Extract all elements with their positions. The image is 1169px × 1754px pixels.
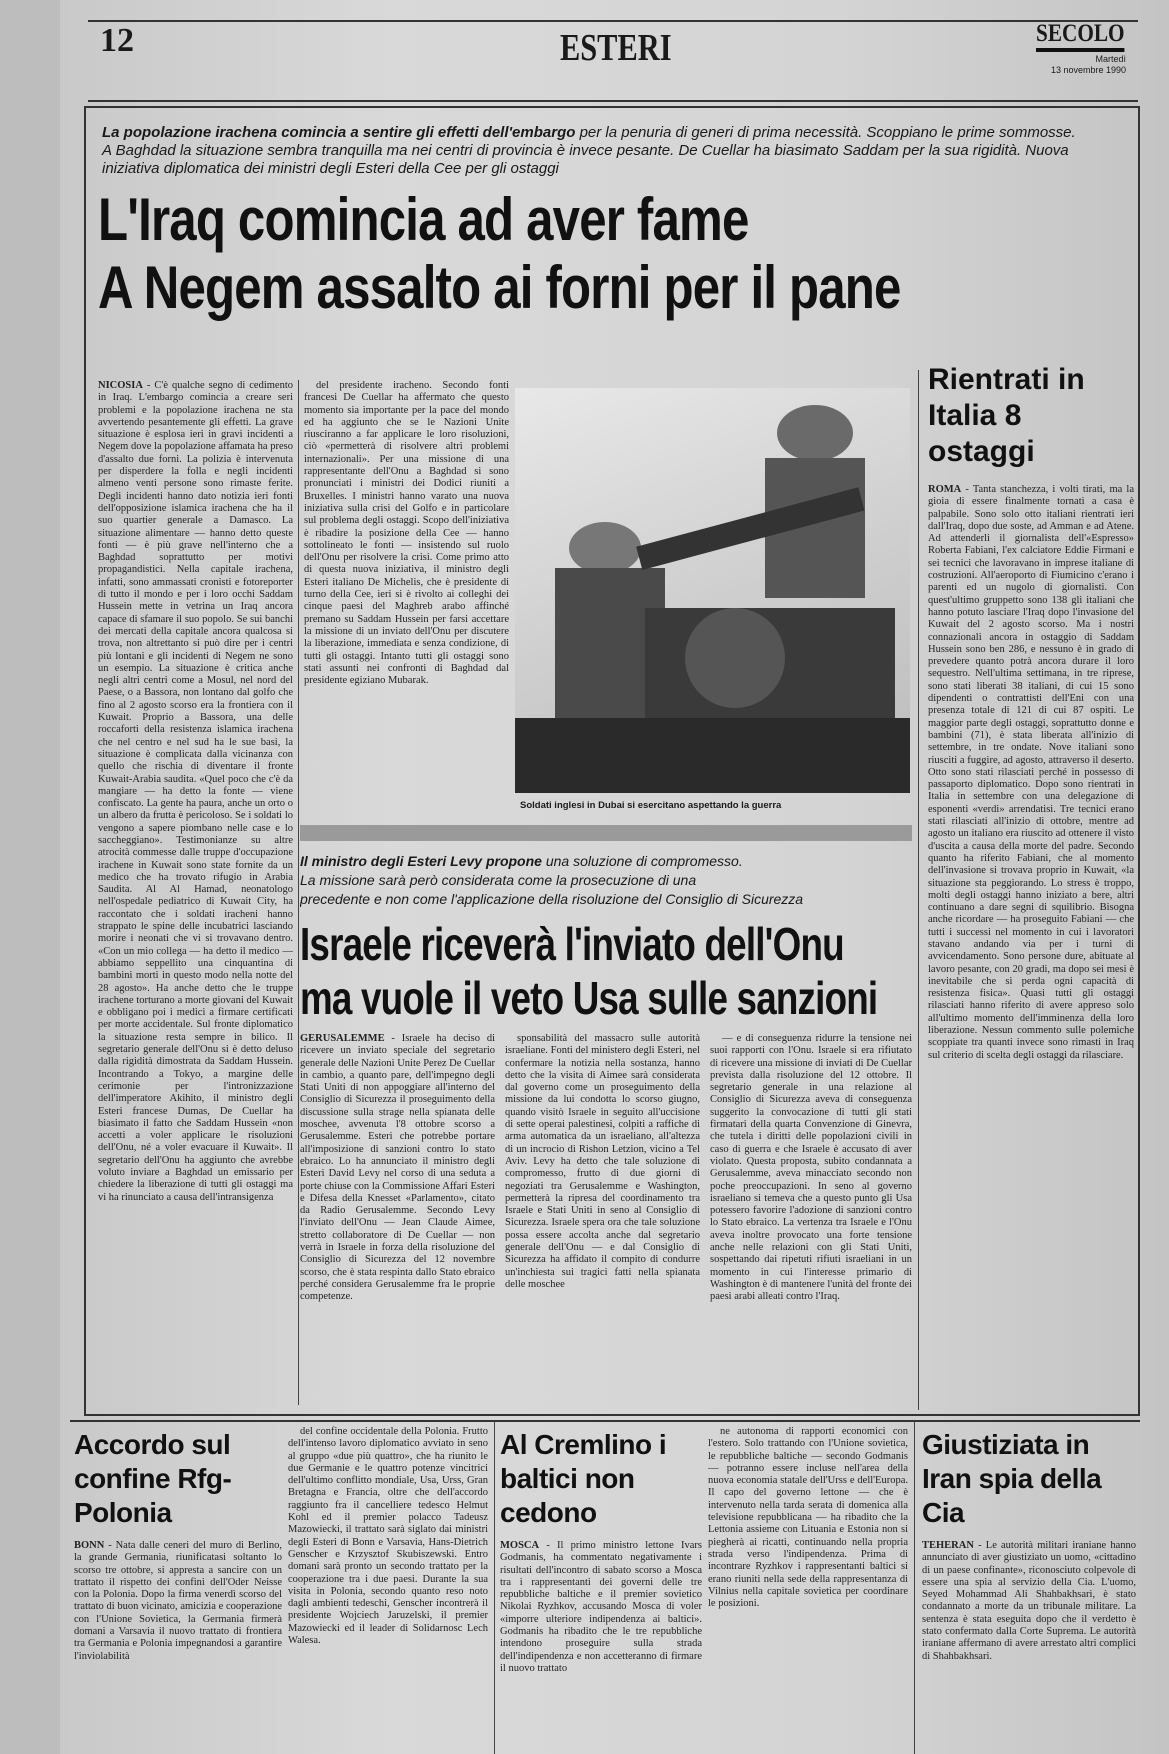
date-text: 13 novembre 1990 [1050, 65, 1126, 75]
subhead-line-2: La missione sarà però considerata come la prosecuzione di una [300, 872, 697, 888]
column-text: — e di conseguenza ridurre la tensione nei suoi rapporti con l'Onu. Israele si era rifiutato di ricevere una missione di inviati di De Cuellar prevista dalla risoluzione del 12 ottobre. Il segretario generale in una relazione al Consiglio di Sicurezza aveva di conseguenza suggerito la convocazione di tutti gli stati firmatari della quarta Convenzione di Ginevra, che tutela i diritti delle popolazioni civili in caso di guerra e che Israele è accusato di aver violato. Questa proposta, subito condannata a Gerusalemme, aveva minacciato secondo non poche preoccupazioni. In seno al governo israeliano si temeva che a questo punto gli Usa potessero favorire l'adozione di sanzioni contro lo Stato ebraico. La vertenza tra Israele e l'Onu aveva inoltre provocato una forte tensione anche nelle relazioni con gli Stati Uniti, sospettando dai ripetuti rifiuti israeliani in un momento in cui l'interesse primario di Washington è di mantenere l'unità del fronte dei paesi arabi alleati contro l'Iraq. [710, 1033, 912, 1303]
iran-text [922, 1540, 1136, 1754]
kremlin-column-2 [708, 1426, 908, 1754]
weekday: Martedì [1095, 54, 1126, 64]
dateline: TEHERAN [922, 1540, 974, 1551]
lead-column-1 [98, 380, 293, 1405]
column-text: del presidente iracheno. Secondo fonti francesi De Cuellar ha affermato che questo momento sia importante per la pace del mondo ed ha aggiunto che se le Nazioni Unite riusciranno a far applicare le loro risoluzioni, ciò «permetterà di risolvere altri problemi internazionali». Per una missione di una rappresentante dell'Onu a Baghdad si sono pronunciati i ministri dei Dodici riuniti a Bruxelles. I ministri hanno varato una nuova iniziativa sulla crisi del Golfo e in particolare sul problema degli ostaggi. Scopo dell'iniziativa è ribadire la posizione della Cee — hanno sottolineato le fonti — insistendo sul ruolo dell'Onu per risolvere la crisi. Come primo atto di questa nuova iniziativa, il ministro degli Esteri italiano De Michelis, che è presidente di turno della Cee, ieri si è rivolto ai colleghi dei cinque paesi del Maghreb arabo affinché premano su Saddam Hussein per farsi accettare la missione di un inviato dell'Onu per discutere la liberazione, immediata e senza condizione, di tutti gli ostaggi. Intanto tutti gli ostaggi sono stati assunti nei confronti di Baghdad dal presidente egiziano Mubarak. [304, 380, 509, 687]
kremlin-headline: Al Cremlino i baltici non cedono [500, 1429, 667, 1528]
soldiers-photo-illustration [515, 388, 910, 793]
headline-line-1: L'Iraq comincia ad aver fame [98, 186, 749, 253]
israel-column-1 [300, 1033, 495, 1408]
news-photo [515, 388, 910, 793]
column-divider [918, 370, 919, 1410]
column-text: - Nata dalle ceneri del muro di Berlino, la grande Germania, riunificatasi soltanto lo scorso tre ottobre, si appresta a sancire con un trattato il rispetto dei confini dell'Oder Neisse con la Polonia. Dopo la firma venerdì scorso del trattato di buon vicinato, amicizia e cooperazione con l'Unione Sovietica, la Germania firmerà domani a Varsavia il nuovo trattato di frontiera tra Germania e Polonia impegnandosi a garantire l'inviolabilità [74, 1540, 282, 1662]
subhead-bold: Il ministro degli Esteri Levy propone [300, 853, 542, 869]
column-divider [298, 380, 299, 1405]
dateline: BONN [74, 1540, 105, 1551]
top-rule [88, 20, 1138, 22]
israel-subhead [300, 852, 912, 909]
intro-bold: La popolazione irachena comincia a sentire gli effetti dell'embargo [102, 124, 576, 141]
dateline: GERUSALEMME [300, 1033, 385, 1044]
page-number: 12 [100, 22, 134, 59]
hostages-headline: Rientrati in Italia 8 ostaggi [928, 363, 1085, 468]
date [1040, 54, 1126, 76]
subhead-line-3: precedente e non come l'applicazione della risoluzione del Consiglio di Sicurezza [300, 891, 804, 907]
israel-column-3 [710, 1033, 912, 1408]
column-divider [494, 1422, 495, 1754]
separator-band [300, 825, 912, 841]
bottom-rule [70, 1420, 1140, 1422]
dateline: NICOSIA [98, 380, 143, 391]
column-text: - Il primo ministro lettone Ivars Godmanis, ha commentato negativamente i risultati dell'incontro di sabato scorso a Mosca tra i rappresentanti dei governi delle tre repubbliche baltiche e il premier sovietico Nikolai Ryzhkov, accusando Mosca di voler «imporre ulteriore indipendenza ai baltici». Godmanis ha ribadito che le tre repubbliche intendono proseguire sulla strada dell'indipendenza e non accetteranno di firmare il nuovo trattato [500, 1540, 702, 1674]
column-text: del confine occidentale della Polonia. Frutto dell'intenso lavoro diplomatico avviato in seno al gruppo «due più quattro», che ha riunito le due Germanie e le quattro potenze vincitrici dell'ultimo conflitto mondiale, Usa, Urss, Gran Bretagna e Francia, oltre che dell'accordo raggiunto fra il cancelliere tedesco Helmut Kohl ed il premier polacco Tadeusz Mazowiecki, il trattato sarà siglato dai ministri degli Esteri di Bonn e Varsavia, Hans-Dietrich Genscher e Krzysztof Skubiszewski. Entro domani sarà pronto un secondo trattato per la cooperazione tra i due paesi. Durante la sua visita in Polonia, secondo quanto reso noto dagli ambienti tedeschi, Genscher incontrerà il presidente Wojciech Jaruzelski, il premier Mazowiecki ed il leader di Solidarnosc Lech Walesa. [288, 1426, 488, 1647]
subhead-line-1: una soluzione di compromesso. [541, 853, 743, 869]
headline-line-1: Israele riceverà l'inviato dell'Onu [300, 918, 844, 970]
column-text: - Le autorità militari iraniane hanno annunciato di aver giustiziato un uomo, «cittadino di un paese confinante», riconosciuto colpevole di essere una spia al servizio della Cia. L'uomo, Seyed Mohammad Ali Shahbakhsari, è stato condannato a morte da un tribunale militare. La sentenza è stata eseguita dopo che il verdetto è stato confermato dalla Corte Suprema. Le autorità iraniane affermano di avere arrestato altri complici di Shahbakhsari. [922, 1540, 1136, 1662]
lead-top [98, 124, 1128, 374]
israel-columns [300, 1033, 912, 1408]
intro-rest: per la penuria di generi di prima necessità. Scoppiano le prime sommosse. A Baghdad la situazione sembra tranquilla ma nei centri di provincia è invece pesante. De Cuellar ha biasimato Saddam per la sua rigidità. Nuova iniziativa diplomatica dei ministri degli Esteri della Cee per gli ostaggi [102, 124, 1076, 177]
israel-headline [300, 917, 878, 1025]
poland-column-1 [74, 1540, 282, 1754]
headline-line-2: ma vuole il veto Usa sulle sanzioni [300, 972, 878, 1024]
hostages-article [928, 362, 1134, 1408]
headline-line-2: A Negem assalto ai forni per il pane [98, 254, 901, 321]
israel-column-2 [505, 1033, 700, 1408]
poland-article [74, 1428, 282, 1754]
lead-column-2 [304, 380, 509, 816]
paper-logo: SECOLO [1036, 20, 1125, 52]
kremlin-column-1 [500, 1540, 702, 1754]
iran-article [922, 1428, 1136, 1754]
lead-intro [98, 124, 1078, 178]
column-text: ne autonoma di rapporti economici con l'estero. Solo trattando con l'Unione sovietica, le repubbliche baltiche — secondo Godmanis — potranno essere incluse nell'area della nuova economia statale dell'Urss e dell'Europa. Il capo del governo lettone — che è intervenuto nella tarda serata di domenica alla televisione repubblicana — ha ribadito che la Lettonia assieme con Lituania e Estonia non si piegherà ai ricatti, continuando nella propria strada verso l'indipendenza. Prima di incontrare Ryzhkov i rappresentanti baltici si erano riuniti nella sede della rappresentanza di Vilnius nella capitale sovietica per coordinare le posizioni. [708, 1426, 908, 1610]
photo-caption: Soldati inglesi in Dubai si esercitano aspettando la guerra [520, 800, 782, 811]
column-text: - Israele ha deciso di ricevere un inviato speciale del segretario generale delle Nazioni Unite Perez De Cuellar in cambio, a quanto pare, dell'impegno degli Stati Uniti di non appoggiare all'interno del Consiglio di Sicurezza il proseguimento della discussione sulla strage nella spianata delle moschee, avvenuta l'8 ottobre scorso a Gerusalemme. Esteri che potrebbe portare all'imposizione di sanzioni contro lo stato ebraico. Lo ha annunciato il ministro degli Esteri David Levy nel corso di una seduta a porte chiuse con la Commissione Affari Esteri e Difesa della Knesset «Parlamento», citato da Radio Gerusalemme. Secondo Levy l'inviato dell'Onu — Jean Claude Aimee, stretto collaboratore di De Cuellar — non verrà in Israele in forza della risoluzione del Consiglio di Sicurezza del 12 novembre scorso, che è stata respinta dallo Stato ebraico perché considera Gerusalemme fra le proprie competenze. [300, 1033, 495, 1303]
iran-headline: Giustiziata in Iran spia della Cia [922, 1429, 1102, 1528]
kremlin-article [500, 1428, 702, 1754]
section-title: ESTERI [560, 27, 672, 69]
column-divider [914, 1422, 915, 1754]
header-rule [88, 100, 1138, 102]
lead-headline [98, 186, 943, 322]
poland-column-2 [288, 1426, 488, 1754]
column-text: - C'è qualche segno di cedimento in Iraq. L'embargo comincia a creare seri problemi e la popolazione irachena ne sta avvertendo pesantemente gli effetti. La grave situazione è esplosa ieri in gravi incidenti a Negem dove la popolazione affamata ha preso d'assalto due forni. La polizia è intervenuta per disperdere la folla e negli incidenti almeno venti persone sono rimaste ferite. Degli incidenti hanno dato notizia ieri fonti dell'opposizione islamica irachena che ha il suo quartier generale a Damasco. La situazione alimentare — hanno detto queste fonti — è più grave nell'interno che a Baghdad soprattutto per motivi propagandistici. Nella capitale irachena, infatti, sono ammassati cronisti e fotoreporter di tutto il mondo e per i loro occhi Saddam Hussein mette in vetrina un Iraq ancora capace di sfamare il suo popolo. Se sui banchi dei mercati della capitale ancora qualcosa si trova, non altrettanto si può dire per i centri più lontani e gli incidenti di Negem ne sono un esempio. La situazione è critica anche negli altri centri come a Mosul, nel nord del Paese, o a Bassora, non lontano dal golfo che fino al 2 agosto scorso era la frontiera con il Kuwait. Proprio a Bassora, una delle roccaforti della resistenza islamica irachena che nel centro e nel sud ha le sue basi, la situazione è complicata dalla vicinanza con quello che rischia di diventare il fronte Kuwait-Arabia saudita. «Quel poco che c'è da mangiare — ha detto la fonte — viene confiscato. La gente ha paura, anche un orto o un albero da frutta è pericoloso. Se i soldati lo vengono a sapere piombano nelle case e lo saccheggiano». Testimonianze su altre atrocità commesse dalle truppe d'occupazione irachene in Kuwait sono state fornite da un medico che ha trovato rifugio in Arabia Saudita. Al Al Hamad, neonatologo nell'ospedale pediatrico di Kuwait City, ha raccontato che i soldati iracheni hanno strappato le spine delle incubatrici lasciando morire i neonati che vi si trovavano dentro. «Con un mio collega — ha detto il medico — abbiamo seppellito una cinquantina di bambini morti in questo modo nella notte del 28 agosto». Ha anche detto che le truppe irachene torturano a morte giovani del Kuwait e obbligano poi i medici a firmare certificati per morte accidentale. Sul fronte diplomatico la situazione resta sempre in bilico. Il segretario generale dell'Onu si è detto deluso dalla rigidità dimostrata da Saddam Hussein. Incontrando a Tokyo, a margine delle cerimonie per l'intronizzazione dell'imperatore Akihito, il ministro degli Esteri francese Dumas, De Cuellar ha biasimato il fatto che Saddam Hussein «non accetti a voler applicare le risoluzioni dell'Onu, né a voler evacuare il Kuwait». Il segretario dell'Onu ha aggiunto che avrebbe voluto inviare a Baghdad un emissario per chiedere la liberazione di tutti gli ostaggi ma vi ha rinunciato a causa dell'intransigenza [98, 380, 293, 1203]
column-text: - Tanta stanchezza, i volti tirati, ma la gioia di essere finalmente tornati a casa è palpabile. Sono solo otto italiani rientrati ieri dall'Iraq, dopo due soste, ad Amman e ad Atene. Ad attenderli il giornalista dell'«Espresso» Roberta Fabiani, l'ex calciatore Eddie Firmani e sei tecnici che lavoravano in imprese italiane di costruzioni. All'aeroporto di Fiumicino c'erano i parenti ed un nugolo di giornalisti. Con quest'ultimo gruppetto sono 138 gli italiani che hanno potuto lasciare l'Iraq dopo l'invasione del Kuwait del 2 agosto scorso. Ma i nostri connazionali ancora in ostaggio di Saddam Hussein sono ben 286, e nessuno è in grado di prevedere quanto potrà ancora durare il loro sequestro. Nell'ultima settimana, in tre riprese, sono stati liberati 38 italiani, di cui 15 sono dipendenti o contrattisti dell'Eni con una presenza totale di 121 di cui 87 ospiti. Le maggior parte degli ostaggi, soprattutto donne e bambini (71), è stata liberata all'inizio di settembre, in tre ondate. Nove italiani sono riusciti a fuggire, ad agosto, attraverso il deserto. Otto sono stati rilasciati perché in possesso di passaporto diplomatico. Dopo sono rientrati in Italia in settembre con una delegazione di esponenti «verdi» arrendatisi. Tre tecnici erano stati rilasciati all'inizio di ottobre, mentre ad agosto un italiano era riuscito ad ottenere il visto d'uscita a causa della morte del padre. Secondo quanto ha riferito Fabiani, che al momento dell'invasione si trovava proprio in Kuwait, «la situazione sta peggiorando. Lo stress è troppo, molti degli ostaggi hanno iniziato a bere, altri continuano a dare segni di squilibrio. Bisogna anche ricordare — ha proseguito Fabiani — che tutti i successi nel momento in cui i lavoratori stavano andando via per i turni di avvicendamento. Sono persone dure, abituate al lavoro pesante, con 20 gradi, ma dopo sei mesi è inevitabile che si perda ogni capacità di resistenza fisica». Quasi tutti gli ostaggi rilasciati hanno riferito di avere appreso solo all'ultimo momento dell'imminenza della loro liberazione. Nessun commento sulle polemiche scoppiate tra quanti invece sono rimasti in Iraq sul criterio di scelta degli ostaggi da rilasciare. [928, 484, 1134, 1061]
dateline: ROMA [928, 484, 962, 495]
hostages-text [928, 484, 1134, 1408]
dateline: MOSCA [500, 1540, 540, 1551]
column-text: sponsabilità del massacro sulle autorità israeliane. Fonti del ministero degli Esteri, nel confermare la notizia nella sostanza, hanno detto che la visita di Aimee sarà considerata dal governo come un proseguimento della missione da lui condotta lo scorso giugno, quando visitò Israele in seguito all'uccisione di sette operai palestinesi, colpiti a raffiche di arma automatica da un israeliano, all'altezza di un incrocio di Rishon Letzion, vicino a Tel Aviv. Levy ha detto che tale soluzione di compromesso, frutto di due giorni di negoziati tra Gerusalemme e Washington, permetterà la ripresa del coordinamento tra Israele e Stati Uniti in seno al Consiglio di Sicurezza. Israele spera ora che tale soluzione possa essere accolta anche dal segretario generale dell'Onu — e dal Consiglio di Sicurezza ha affidato il compito di condurre un'inchiesta sui tragici fatti nella spianata delle moschee [505, 1033, 700, 1290]
poland-headline: Accordo sul confine Rfg-Polonia [74, 1429, 232, 1528]
israel-article [300, 852, 912, 1408]
